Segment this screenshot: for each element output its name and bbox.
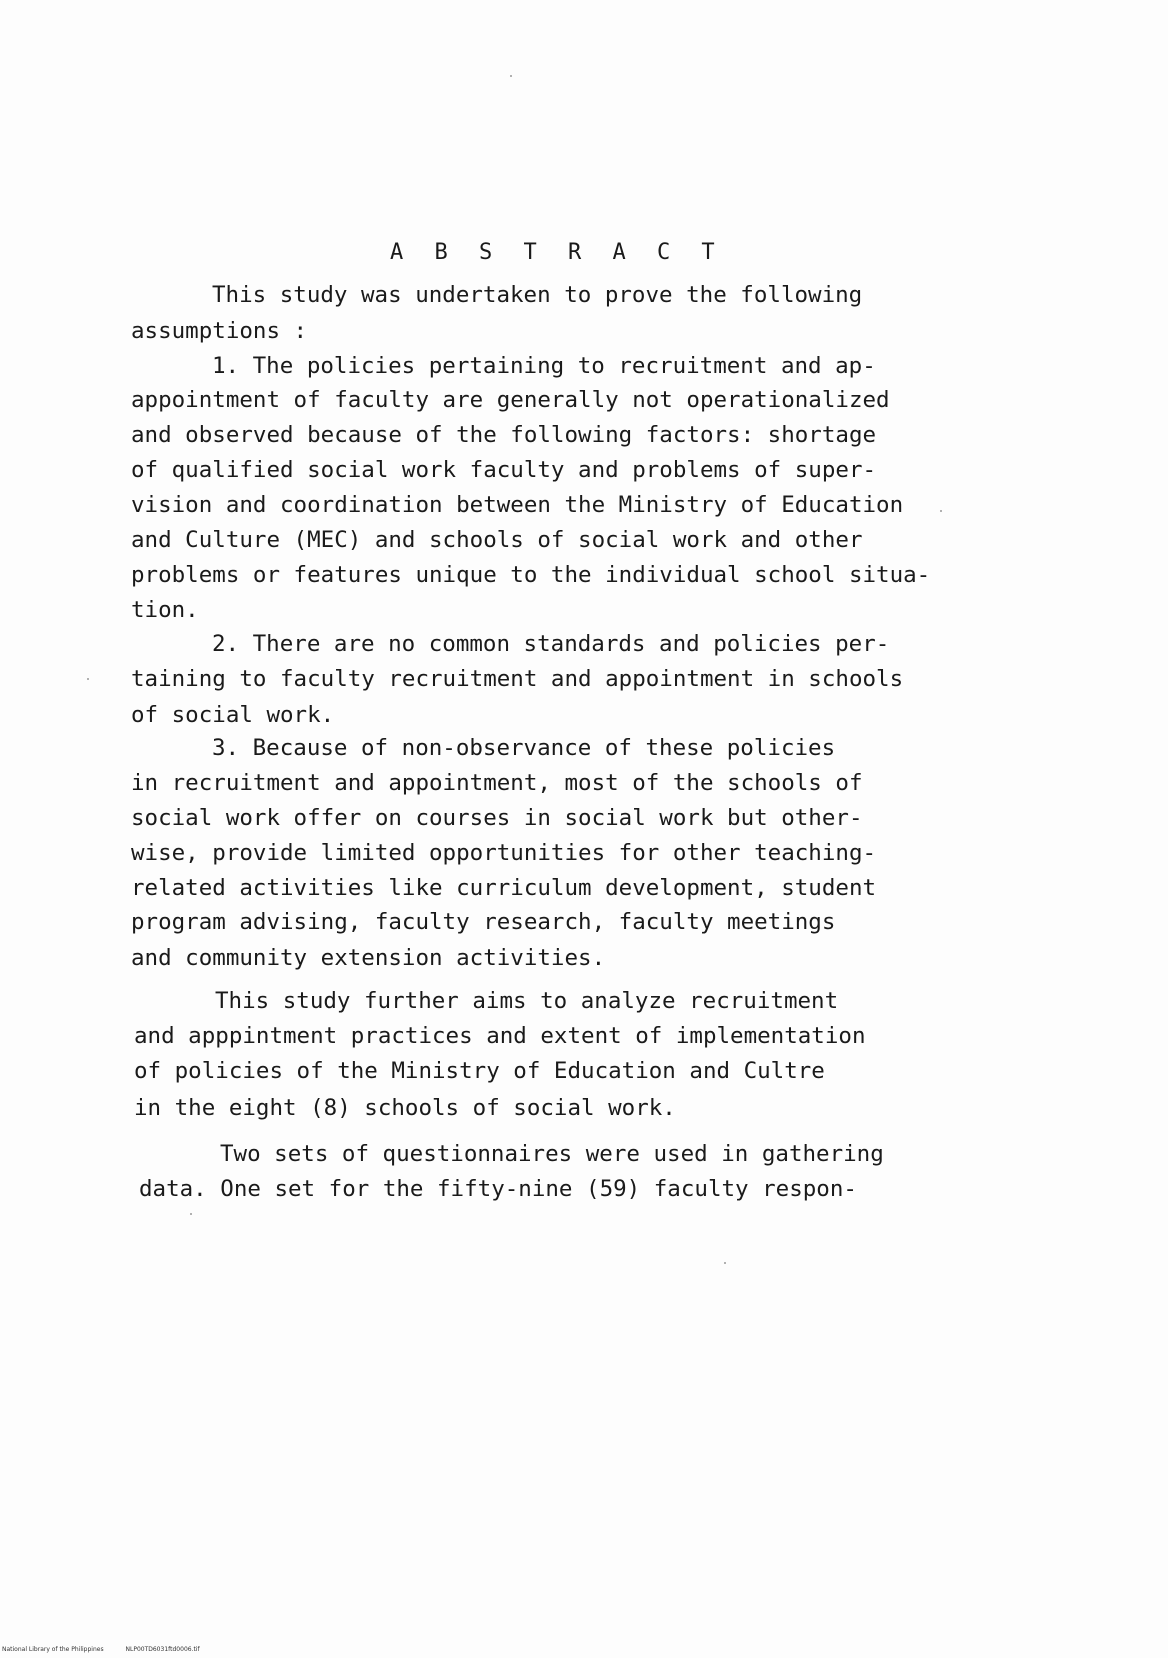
text-line: tion. — [131, 597, 199, 623]
text-line: data. One set for the fifty-nine (59) faculty respon- — [139, 1176, 857, 1202]
text-line: and apppintment practices and extent of implementation — [134, 1023, 866, 1049]
text-line: and observed because of the following factors: shortage — [131, 422, 877, 448]
text-line: and Culture (MEC) and schools of social work and other — [131, 527, 863, 553]
text-line: taining to faculty recruitment and appointment in schools — [131, 666, 904, 692]
text-line: vision and coordination between the Ministry of Education — [131, 492, 904, 518]
text-line: wise, provide limited opportunities for other teaching- — [131, 840, 877, 866]
text-line: program advising, faculty research, faculty meetings — [131, 909, 836, 935]
text-line: appointment of faculty are generally not operationalized — [131, 387, 890, 413]
footer-library: National Library of the Philippines — [2, 1646, 104, 1653]
text-line: Two sets of questionnaires were used in gathering — [220, 1141, 884, 1167]
text-line: related activities like curriculum development, student — [131, 875, 877, 901]
text-line: 3. Because of non-observance of these policies — [212, 735, 836, 761]
text-line: in the eight (8) schools of social work. — [134, 1095, 676, 1121]
text-line: This study was undertaken to prove the following — [212, 282, 863, 308]
abstract-title: A B S T R A C T — [390, 240, 724, 265]
scan-speck — [190, 1213, 192, 1215]
scan-speck — [510, 75, 512, 77]
text-line: of qualified social work faculty and problems of super- — [131, 457, 877, 483]
text-line: and community extension activities. — [131, 945, 606, 971]
text-line: of social work. — [131, 702, 335, 728]
scan-footer — [2, 1646, 220, 1653]
text-line: 1. The policies pertaining to recruitment and ap- — [212, 353, 876, 379]
scan-speck — [940, 510, 942, 512]
text-line: This study further aims to analyze recruitment — [215, 988, 839, 1014]
text-line: assumptions : — [131, 318, 308, 344]
scan-speck — [87, 678, 89, 680]
text-line: social work offer on courses in social work but other- — [131, 805, 863, 831]
footer-file: NLP00TD6031ftd0006.tif — [125, 1646, 200, 1653]
text-line: of policies of the Ministry of Education and Cultre — [134, 1058, 825, 1084]
text-line: in recruitment and appointment, most of the schools of — [131, 770, 863, 796]
text-line: problems or features unique to the individual school situa- — [131, 562, 931, 588]
scan-speck — [724, 1262, 726, 1264]
text-line: 2. There are no common standards and policies per- — [212, 631, 890, 657]
